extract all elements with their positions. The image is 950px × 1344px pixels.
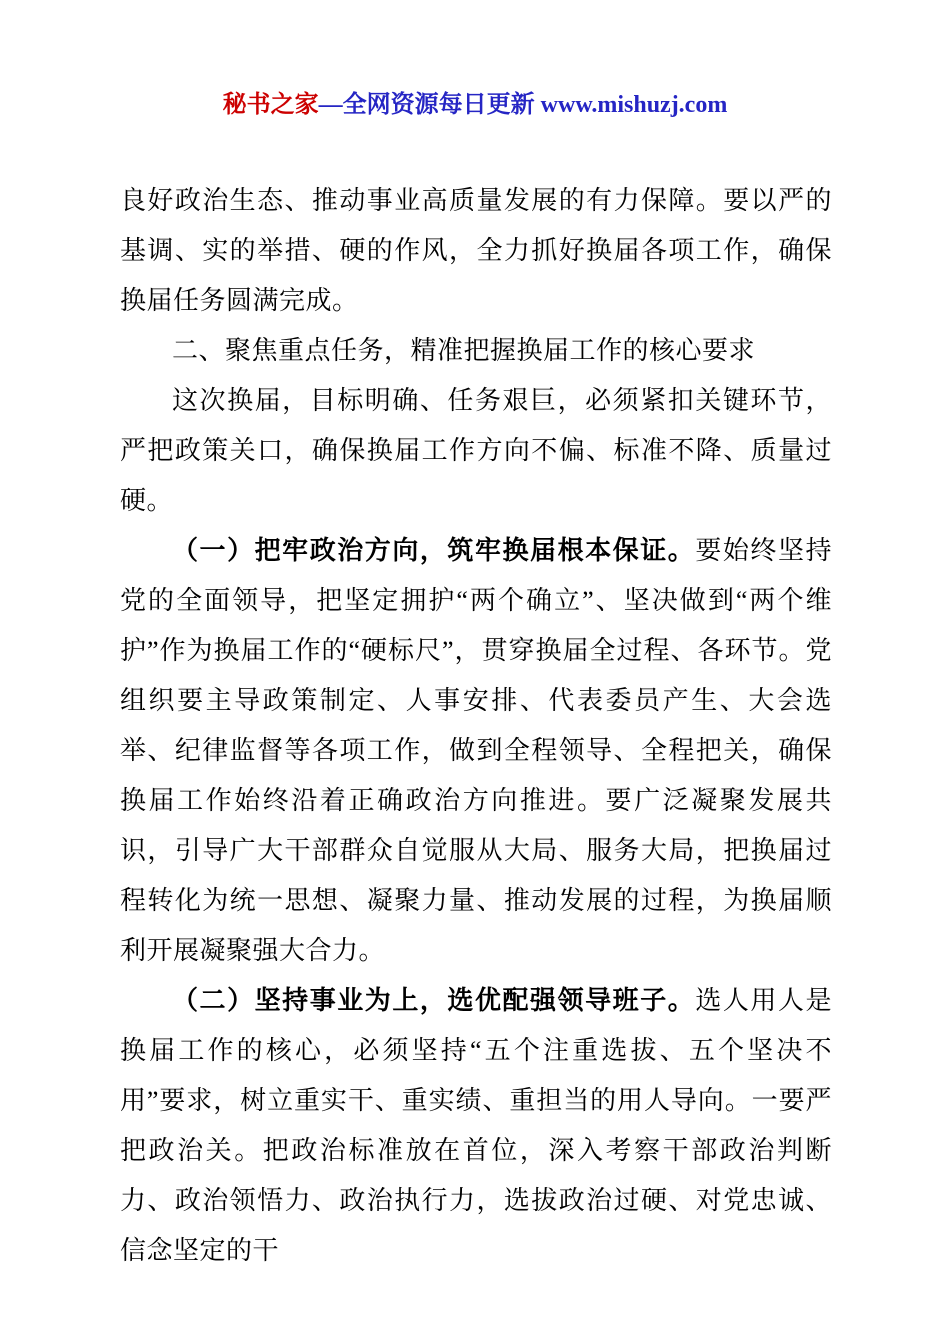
paragraph-point-2 — [120, 976, 832, 1276]
site-brand: 秘书之家 — [222, 92, 319, 118]
paragraph-point-1-lead: （一）把牢政治方向，筑牢换届根本保证。 — [172, 536, 696, 565]
paragraph-intro — [120, 376, 832, 526]
paragraph-text: 这次换届，目标明确、任务艰巨，必须紧扣关键环节，严把政策关口，确保换届工作方向不偏、标准不降、质量过硬。 — [120, 386, 832, 515]
paragraph-text: 良好政治生态、推动事业高质量发展的有力保障。要以严的基调、实的举措、硬的作风，全力抓好换届各项工作，确保换届任务圆满完成。 — [120, 186, 832, 315]
site-url-link[interactable]: www.mishuzj.com — [540, 92, 728, 118]
paragraph-point-1 — [120, 526, 832, 976]
document-body — [120, 176, 832, 1276]
site-header — [0, 88, 950, 122]
paragraph-point-2-lead: （二）坚持事业为上，选优配强领导班子。 — [172, 986, 696, 1015]
site-tagline: —全网资源每日更新 — [318, 92, 541, 118]
paragraph-text: 要始终坚持党的全面领导，把坚定拥护“两个确立”、坚决做到“两个维护”作为换届工作的“硬标尺”，贯穿换届全过程、各环节。党组织要主导政策制定、人事安排、代表委员产生、大会选举、纪律监督等各项工作，做到全程领导、全程把关，确保换届工作始终沿着正确政治方向推进。要广泛凝聚发展共识，引导广大干部群众自觉服从大局、服务大局，把换届过程转化为统一思想、凝聚力量、推动发展的过程，为换届顺利开展凝聚强大合力。 — [120, 536, 832, 965]
paragraph-text: 选人用人是换届工作的核心，必须坚持“五个注重选拔、五个坚决不用”要求，树立重实干、重实绩、重担当的用人导向。一要严把政治关。把政治标准放在首位，深入考察干部政治判断力、政治领悟力、政治执行力，选拔政治过硬、对党忠诚、信念坚定的干 — [120, 986, 832, 1265]
section-heading — [120, 326, 832, 376]
section-heading-text: 二、聚焦重点任务，精准把握换届工作的核心要求 — [172, 336, 756, 365]
paragraph-continuation — [120, 176, 832, 326]
